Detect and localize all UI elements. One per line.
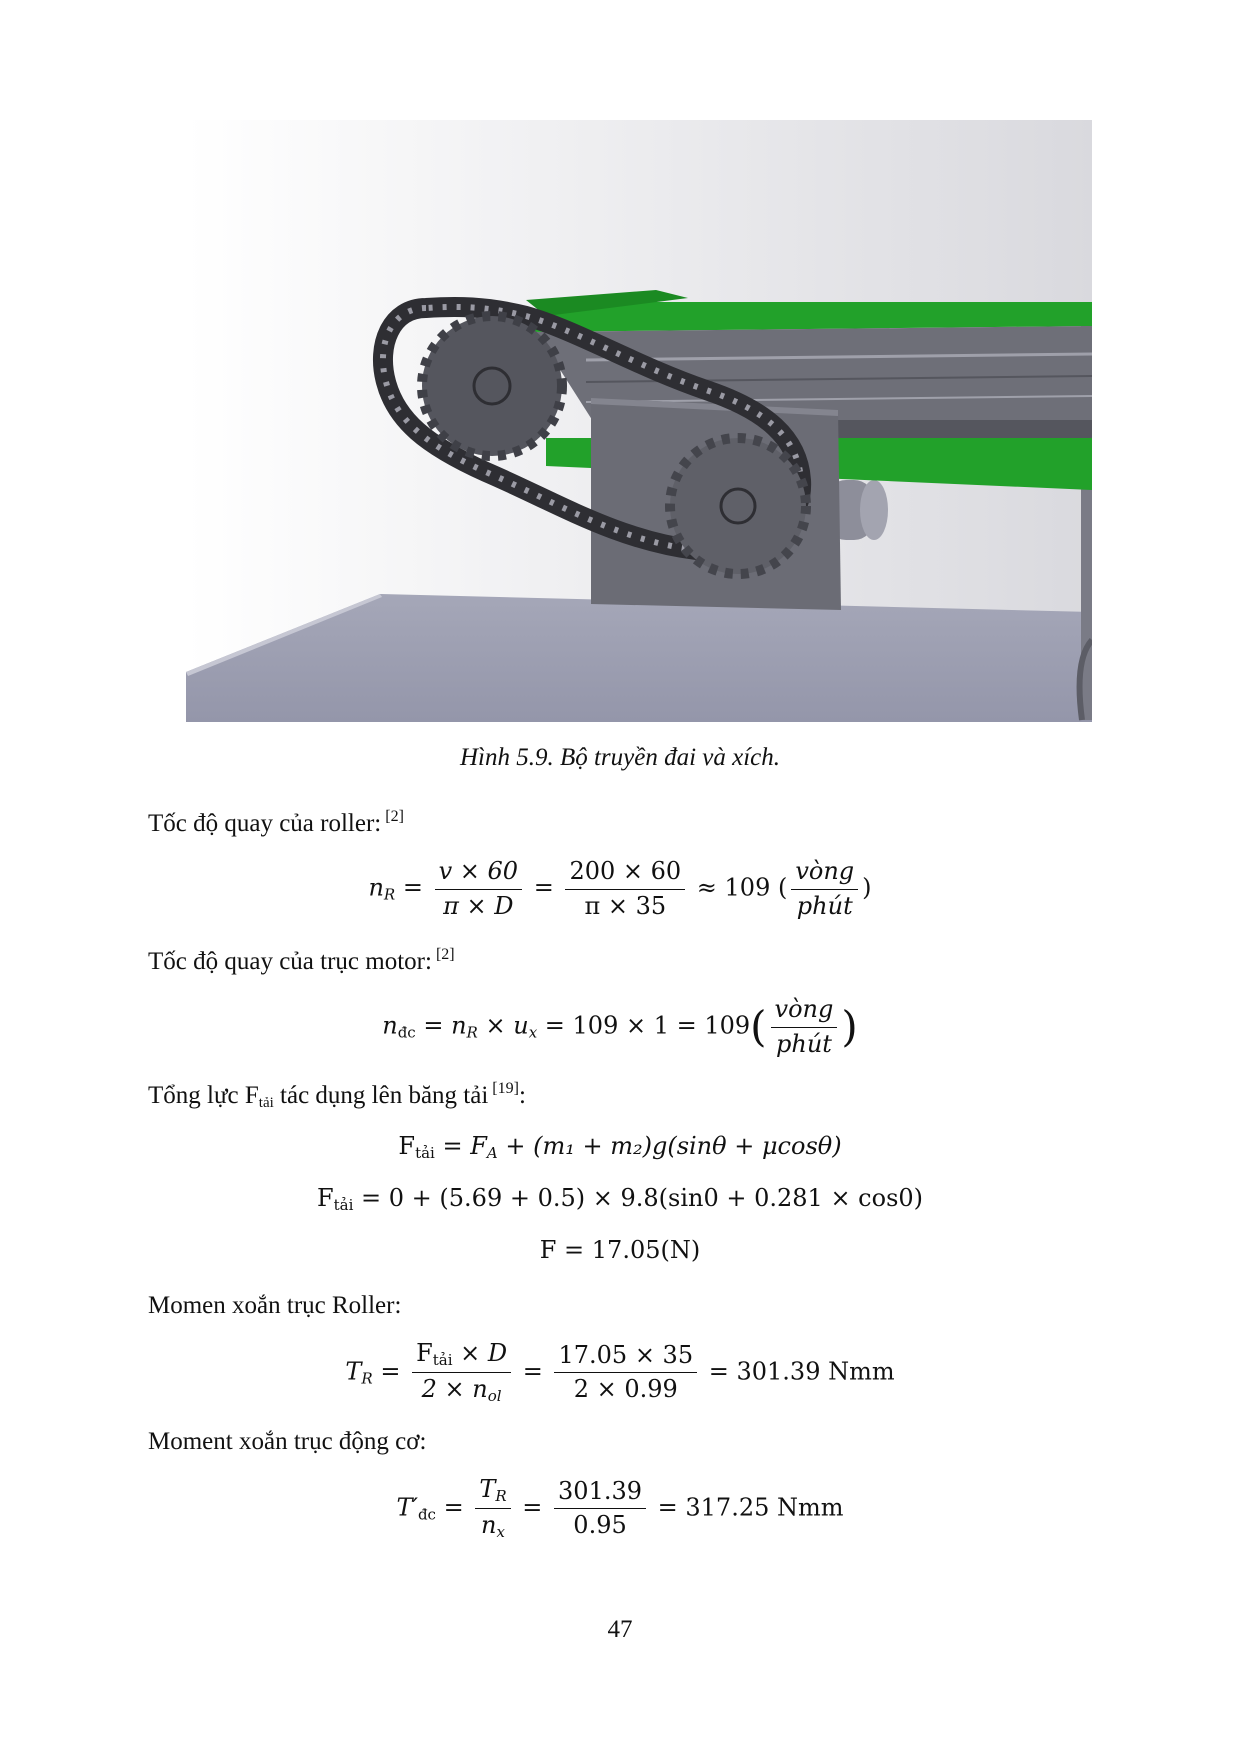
- eq-lhs: T: [345, 1357, 362, 1386]
- fraction-numerator: v × 60: [435, 858, 522, 890]
- den-part: 2 × n: [421, 1375, 488, 1404]
- roller-speed-equation: $n_R$ = $\frac{v \times 60}{\pi \times D}$ = $\frac{200 \times 60}{\pi \times 35}$ ≈ 109 ( $\frac{\text{vòng}}{\text{phút}}$ ): [368, 857, 872, 920]
- fraction: [554, 1478, 646, 1540]
- num-sub: tải: [432, 1351, 453, 1369]
- approx-value: ≈ 109: [696, 873, 771, 902]
- den-part: n: [481, 1511, 497, 1540]
- motor-speed-text: Tốc độ quay của trục motor:: [148, 948, 432, 975]
- unit-fraction: [771, 996, 838, 1058]
- ref-2: [2]: [385, 808, 404, 825]
- eq-term: n: [451, 1011, 467, 1040]
- eq-rhs-sub: A: [486, 1144, 498, 1162]
- eq-lhs-sub: đc: [397, 1023, 416, 1042]
- eq-lhs-sub: tải: [333, 1196, 354, 1214]
- label-sub: tải: [258, 1095, 274, 1111]
- roller-speed-text: Tốc độ quay của roller:: [148, 810, 382, 837]
- fraction-denominator: 0.95: [573, 1511, 627, 1540]
- den-sub: ol: [487, 1387, 502, 1406]
- motor-speed-label: [148, 946, 455, 976]
- eq-rhs: = F: [442, 1132, 487, 1160]
- label-text: Tổng lực F: [148, 1082, 259, 1109]
- unit-numerator: vòng: [791, 858, 858, 890]
- fraction-numerator: 17.05 × 35: [554, 1342, 697, 1374]
- fraction: [475, 1476, 510, 1542]
- num-part: T: [479, 1475, 496, 1503]
- page-number: 47: [607, 1616, 633, 1643]
- fraction: [412, 1340, 511, 1406]
- eq-lhs-sub: R: [383, 885, 396, 904]
- eq-tail: + (m₁ + m₂)g(sinθ + μcosθ): [505, 1132, 842, 1160]
- num-part: F: [416, 1339, 433, 1367]
- label-text: tác dụng lên băng tải: [273, 1082, 489, 1109]
- force-equation-general: [0, 1132, 1240, 1162]
- conveyor-chain-drive-figure: [186, 120, 1092, 722]
- eq-lhs: F: [316, 1184, 334, 1212]
- roller-torque-equation: $T_R$ = $\frac{F_{tải} \times D}{2 \times n_{ol}}$ = $\frac{17.05 \times 35}{2 \times 0.99}$ = 301.39 Nmm: [345, 1339, 895, 1406]
- unit-numerator: vòng: [771, 996, 838, 1028]
- fraction-denominator: π × 35: [584, 891, 667, 920]
- eq-lhs-sub: tải: [415, 1144, 435, 1162]
- unit-fraction: [791, 858, 858, 920]
- fraction-numerator: 301.39: [554, 1478, 646, 1510]
- fraction: [435, 858, 522, 920]
- num-sub: R: [495, 1487, 507, 1505]
- eq-lhs-sub: R: [361, 1369, 373, 1388]
- motor-torque-equation: $T'_{đc}$ = $\frac{T_R}{n_x}$ = $\frac{301.39}{0.95}$ = 317.25 Nmm: [396, 1475, 844, 1542]
- motor-speed-equation: $n_{đc} = n_R \times u_x = 109 \times 1 = 109$( $\frac{\text{vòng}}{\text{phút}}$ ): [382, 995, 858, 1058]
- fraction-denominator: 2 × 0.99: [573, 1375, 678, 1404]
- num-part: × D: [452, 1339, 508, 1367]
- eq-term: × u: [485, 1011, 529, 1040]
- eq-result: = 301.39 Nmm: [708, 1357, 895, 1386]
- eq-term-sub: R: [466, 1023, 478, 1042]
- eq-lhs: n: [368, 873, 384, 902]
- eq-term-sub: x: [528, 1023, 538, 1042]
- fraction: [565, 858, 685, 920]
- eq-lhs: T′: [396, 1493, 418, 1522]
- motor-torque-label: Moment xoắn trục động cơ:: [148, 1428, 427, 1455]
- roller-torque-label: Momen xoắn trục Roller:: [148, 1292, 402, 1319]
- total-force-label: [148, 1080, 526, 1112]
- fraction-denominator: [477, 1509, 509, 1541]
- fraction-denominator: π × D: [443, 891, 514, 920]
- fraction-denominator: [418, 1373, 506, 1405]
- eq-lhs: n: [382, 1011, 398, 1040]
- roller-speed-label: [148, 808, 404, 838]
- unit-denominator: phút: [776, 1029, 832, 1058]
- eq-rhs: = 0 + (5.69 + 0.5) × 9.8(sin0 + 0.281 × cos0): [361, 1184, 924, 1212]
- ref-2: [2]: [435, 946, 455, 963]
- unit-denominator: phút: [796, 891, 853, 920]
- fraction-numerator: [475, 1476, 510, 1509]
- label-text: :: [518, 1082, 526, 1109]
- eq-lhs-sub: đc: [417, 1505, 436, 1524]
- fraction: [554, 1342, 697, 1404]
- force-result: [0, 1236, 1240, 1264]
- ref-19: [19]: [492, 1080, 519, 1097]
- fraction-numerator: [412, 1340, 511, 1373]
- figure-caption: Hình 5.9. Bộ truyền đai và xích.: [459, 744, 781, 771]
- den-sub: x: [496, 1523, 505, 1542]
- eq-tail: = 109 × 1 = 109: [544, 1011, 751, 1040]
- force-equation-values: [0, 1184, 1240, 1214]
- eq-result: = 317.25 Nmm: [657, 1493, 844, 1522]
- eq-lhs: F: [398, 1132, 416, 1160]
- eq-result: F = 17.05(N): [539, 1236, 701, 1264]
- fraction-numerator: 200 × 60: [565, 858, 685, 890]
